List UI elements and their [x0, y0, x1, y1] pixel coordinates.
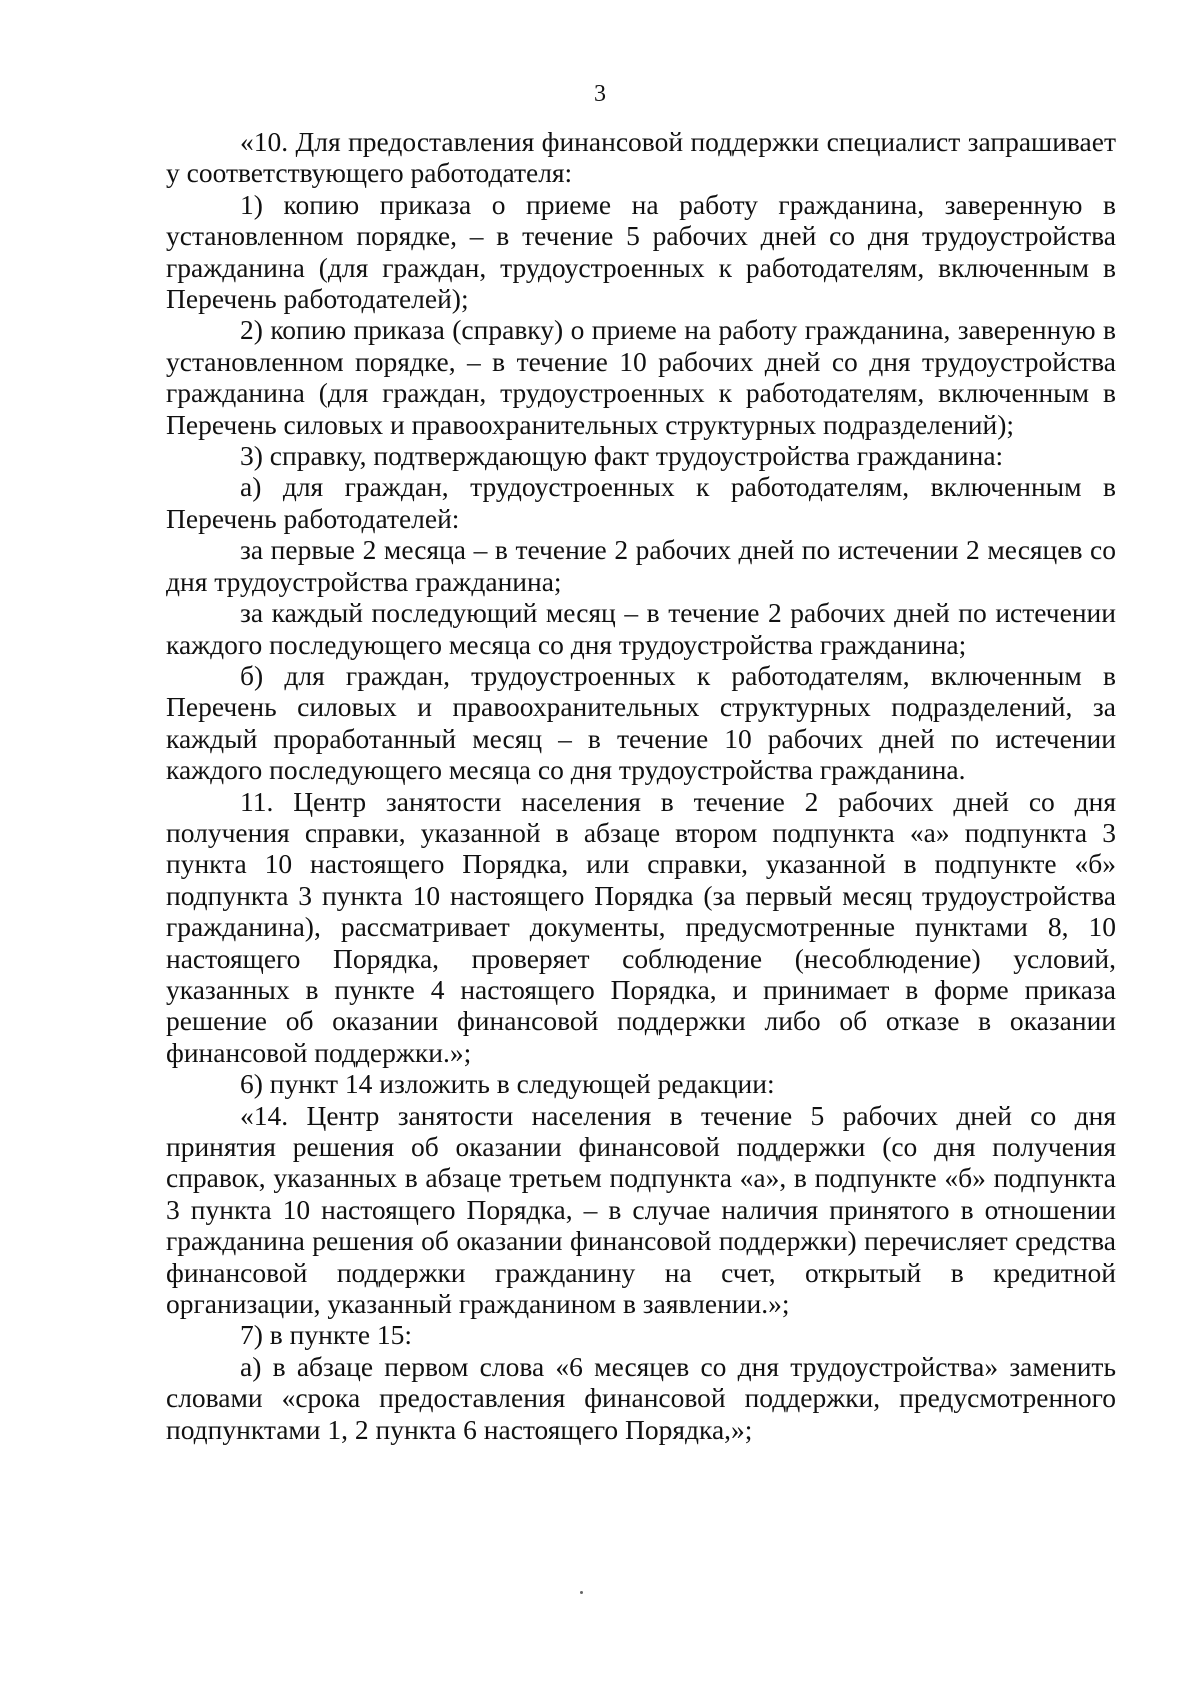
paragraph-10-item-3a-first: за первые 2 месяца – в течение 2 рабочих дней по истечении 2 месяцев со дня трудоустройства гражданина; — [166, 534, 1116, 597]
paragraph-11: 11. Центр занятости населения в течение 2 рабочих дней со дня получения справки, указанной в абзаце втором подпункта «а» подпункта 3 пункта 10 настоящего Порядка, или справки, указанной в подпункте «б» подпункта 3 пункта 10 настоящего Порядка (за первый месяц трудоустройства гражданина), рассматривает документы, предусмотренные пунктами 8, 10 настоящего Порядка, проверяет соблюдение (несоблюдение) условий, указанных в пункте 4 настоящего Порядка, и принимает в форме приказа решение об оказании финансовой поддержки либо об отказе в оказании финансовой поддержки.»; — [166, 785, 1116, 1068]
page-number: 3 — [594, 81, 606, 107]
paragraph-10-item-3a-each: за каждый последующий месяц – в течение 2 рабочих дней по истечении каждого последующего месяца со дня трудоустройства гражданина; — [166, 597, 1116, 660]
amendment-7: 7) в пункте 15: — [240, 1319, 413, 1351]
paragraph-10-item-3a: а) для граждан, трудоустроенных к работодателям, включенным в Перечень работодателей: — [166, 471, 1116, 534]
paragraph-10-item-2: 2) копию приказа (справку) о приеме на работу гражданина, заверенную в установленном порядке, – в течение 10 рабочих дней со дня трудоустройства гражданина (для граждан, трудоустроенных к работодателям, включенным в Перечень силовых и правоохранительных структурных подразделений); — [166, 314, 1116, 440]
amendment-6: 6) пункт 14 изложить в следующей редакции: — [240, 1068, 775, 1100]
document-body — [166, 126, 1116, 1445]
paragraph-10-intro: «10. Для предоставления финансовой поддержки специалист запрашивает у соответствующего работодателя: — [166, 126, 1116, 189]
paragraph-14: «14. Центр занятости населения в течение 5 рабочих дней со дня принятия решения об оказании финансовой поддержки (со дня получения справок, указанных в абзаце третьем подпункта «а», в подпункте «б» подпункта 3 пункта 10 настоящего Порядка, – в случае наличия принятого в отношении гражданина решения об оказании финансовой поддержки) перечисляет средства финансовой поддержки гражданину на счет, открытый в кредитной организации, указанный гражданином в заявлении.»; — [166, 1099, 1116, 1320]
paragraph-10-item-1: 1) копию приказа о приеме на работу гражданина, заверенную в установленном порядке, – в течение 5 рабочих дней со дня трудоустройства гражданина (для граждан, трудоустроенных к работодателям, включенным в Перечень работодателей); — [166, 188, 1116, 315]
paragraph-10-item-3b: б) для граждан, трудоустроенных к работодателям, включенным в Перечень силовых и правоохранительных структурных подразделений, за каждый проработанный месяц – в течение 10 рабочих дней по истечении каждого последующего месяца со дня трудоустройства гражданина. — [166, 659, 1116, 786]
scan-speck — [580, 1591, 583, 1594]
paragraph-10-item-3: 3) справку, подтверждающую факт трудоустройства гражданина: — [240, 440, 1004, 472]
amendment-7a: а) в абзаце первом слова «6 месяцев со дня трудоустройства» заменить словами «срока предоставления финансовой поддержки, предусмотренного подпунктами 1, 2 пункта 6 настоящего Порядка,»; — [166, 1350, 1116, 1445]
